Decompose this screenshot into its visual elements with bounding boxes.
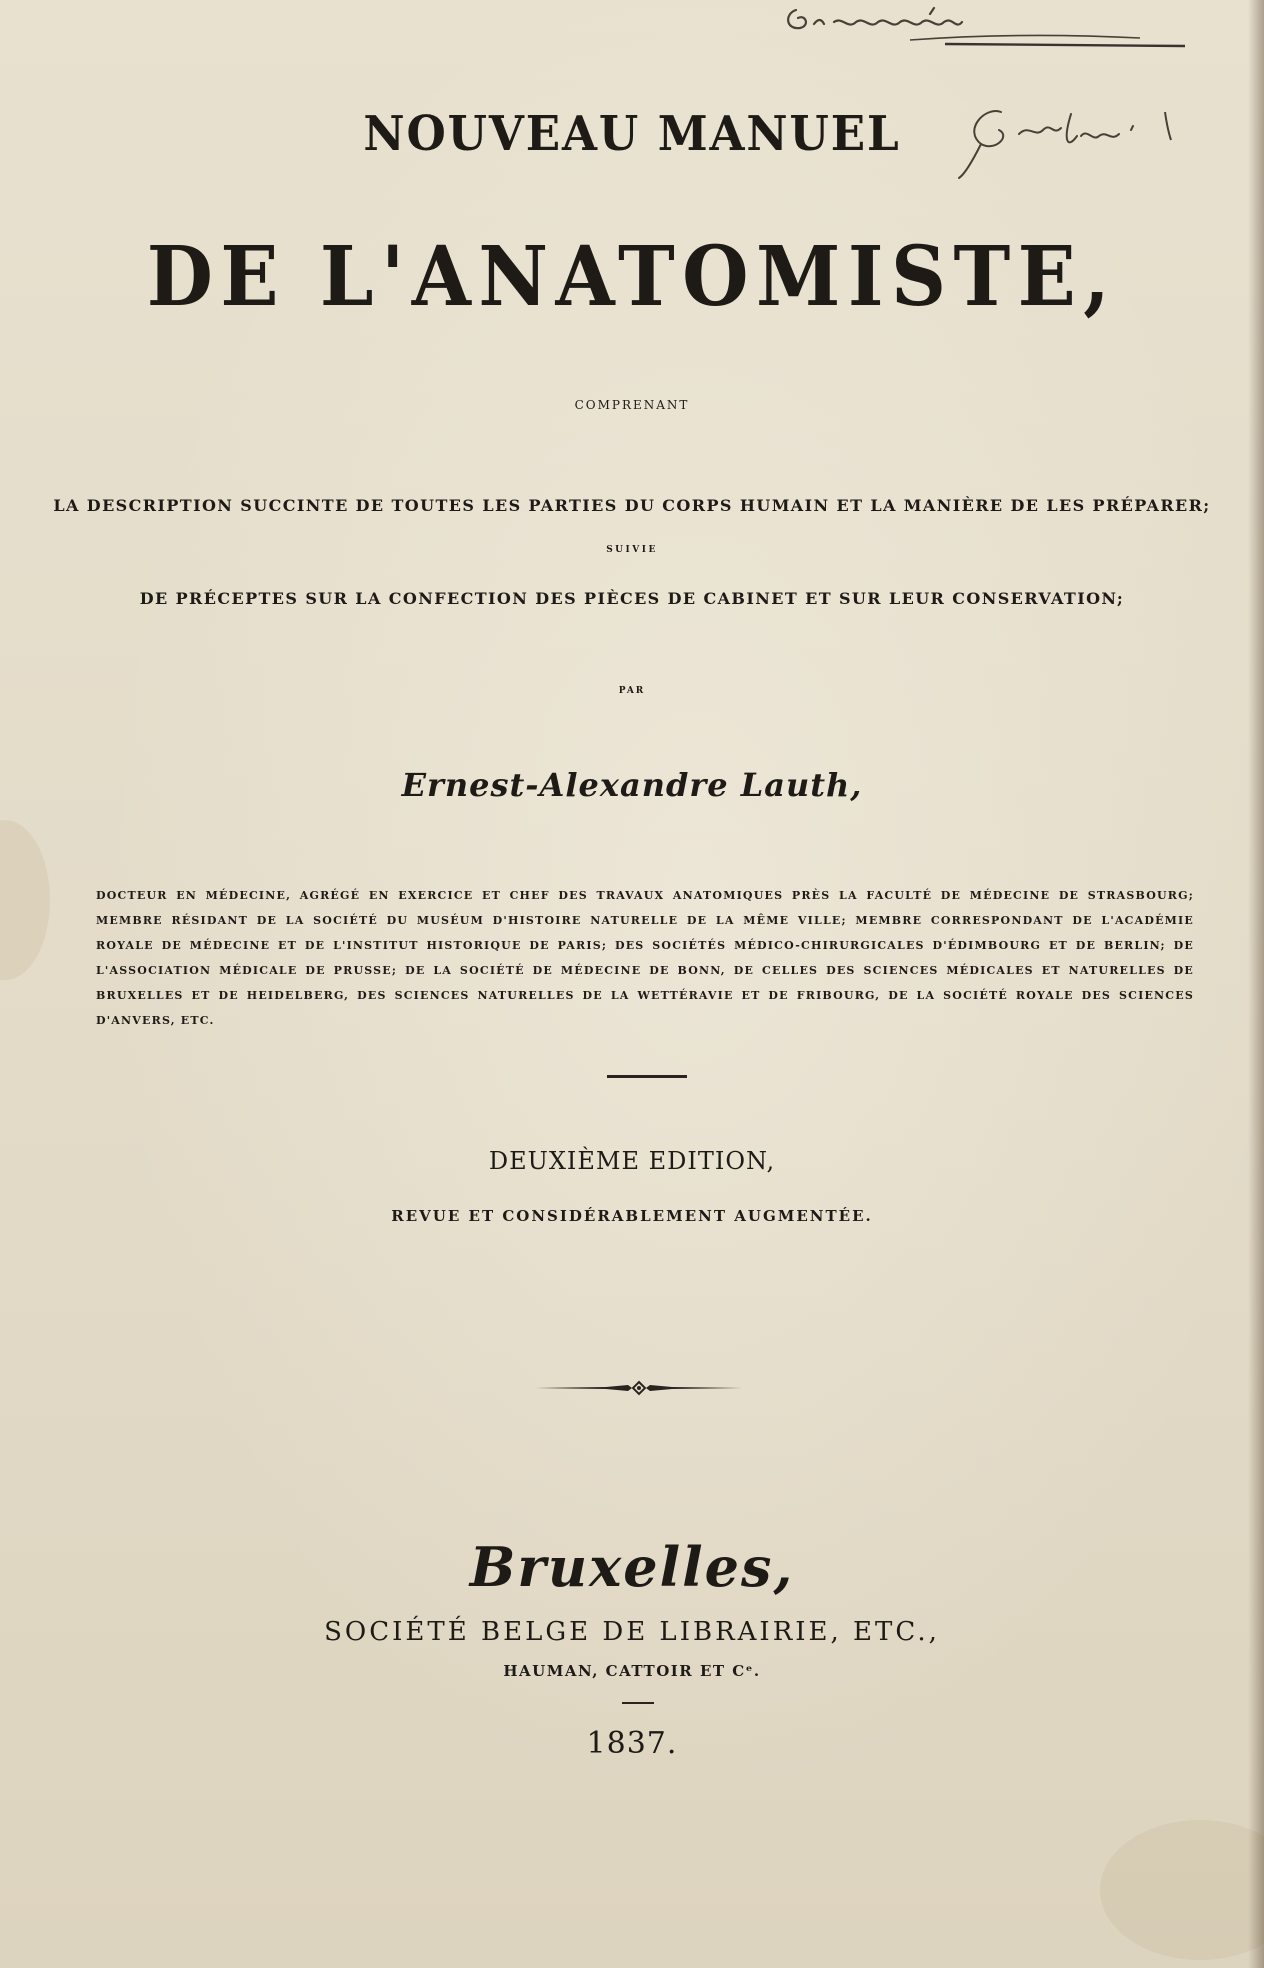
handwritten-signature-top (780, 0, 1200, 60)
ornamental-divider (536, 1380, 742, 1396)
edition-label: DEUXIÈME EDITION, (488, 1147, 776, 1175)
publication-year: 1837. (586, 1726, 678, 1761)
divider-rule (607, 1075, 687, 1078)
revision-label: REVUE ET CONSIDÉRABLEMENT AUGMENTÉE. (391, 1207, 873, 1225)
title-de-l-anatomiste: DE L'ANATOMISTE, (146, 229, 1118, 325)
author-name: Ernest-Alexandre Lauth, (401, 766, 863, 804)
paper-stain (0, 820, 50, 980)
printer-name: HAUMAN, CATTOIR ET Cᵉ. (503, 1662, 761, 1680)
description-line-2: DE PRÉCEPTES SUR LA CONFECTION DES PIÈCES DE CABINET ET SUR LEUR CONSERVATION; (139, 589, 1125, 608)
suivie-label: SUIVIE (606, 545, 658, 555)
description-line-1: LA DESCRIPTION SUCCINTE DE TOUTES LES PARTIES DU CORPS HUMAIN ET LA MANIÈRE DE LES PRÉPARER; (53, 496, 1211, 515)
paper-stain (1100, 1820, 1264, 1960)
publisher-name: SOCIÉTÉ BELGE DE LIBRAIRIE, ETC., (324, 1617, 940, 1647)
title-nouveau-manuel: NOUVEAU MANUEL (363, 106, 901, 162)
par-label: PAR (618, 686, 646, 696)
comprenant-label: COMPRENANT (574, 398, 690, 412)
publication-city: Bruxelles, (469, 1535, 795, 1599)
author-titles: DOCTEUR EN MÉDECINE, AGRÉGÉ EN EXERCICE ET CHEF DES TRAVAUX ANATOMIQUES PRÈS LA FACULTÉ DE MÉDECINE DE STRASBOURG; MEMBRE RÉSIDANT DE LA SOCIÉTÉ DU MUSÉUM D'HISTOIRE NATURELLE DE LA MÊME VILLE; MEMBRE CORRESPONDANT DE L'ACADÉMIE ROYALE DE MÉDECINE ET DE L'INSTITUT HISTORIQUE DE PARIS; DES SOCIÉTÉS MÉDICO-CHIRURGICALES D'ÉDIMBOURG ET DE BERLIN; DE L'ASSOCIATION MÉDICALE DE PRUSSE; DE LA SOCIÉTÉ DE MÉDECINE DE BONN, DE CELLES DES SCIENCES MÉDICALES ET NATURELLES DE BRUXELLES ET DE HEIDELBERG, DES SCIENCES NATURELLES DE LA WETTÉRAVIE ET DE FRIBOURG, DE LA SOCIÉTÉ ROYALE DES SCIENCES D'ANVERS, ETC. (96, 889, 1194, 1027)
year-rule (622, 1702, 654, 1704)
